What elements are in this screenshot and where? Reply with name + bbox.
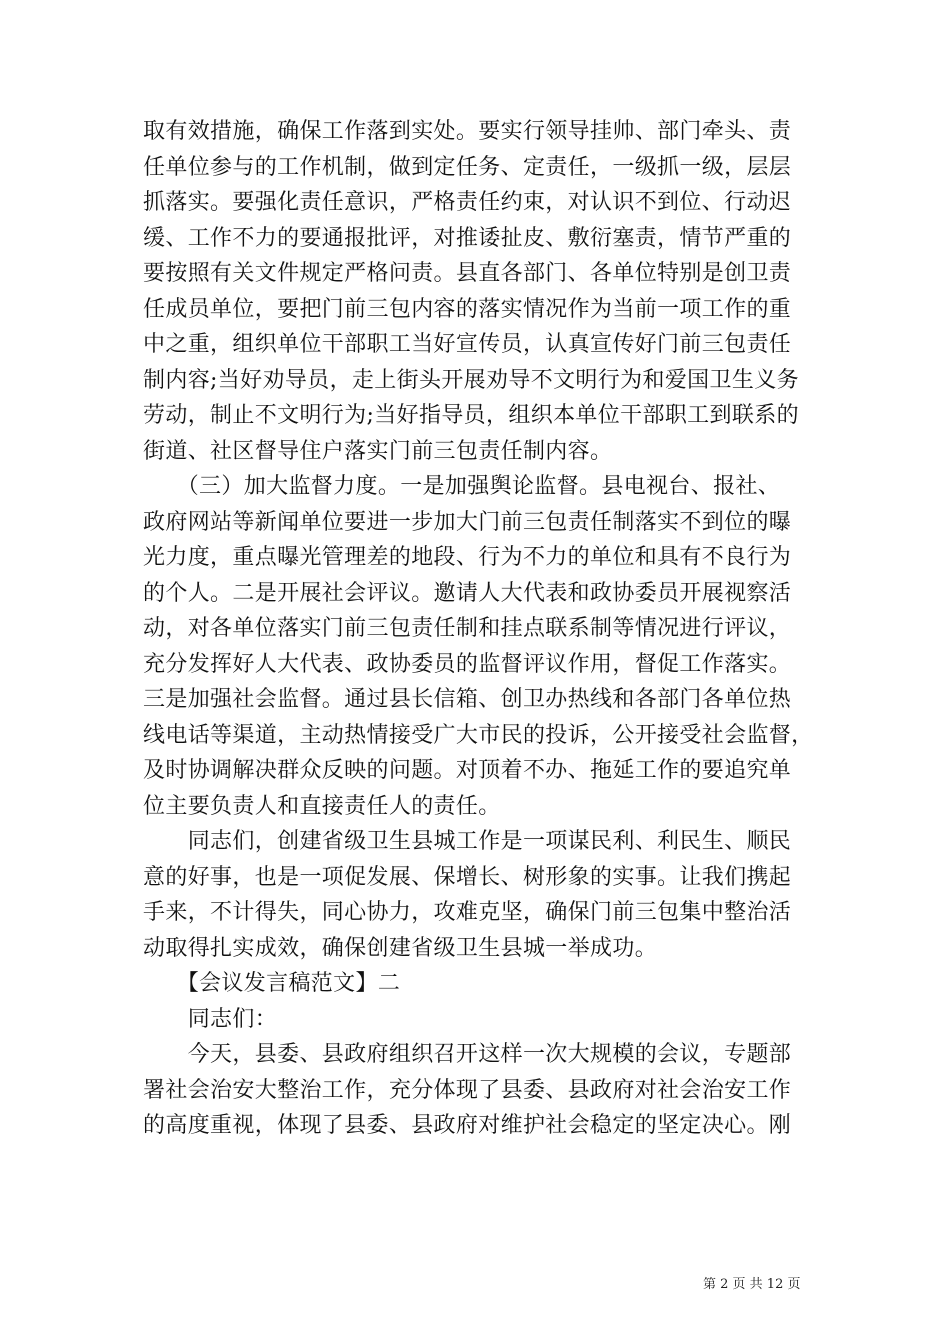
- text-line: 抓落实。要强化责任意识，严格责任约束，对认识不到位、行动迟: [143, 190, 792, 215]
- text-line: 制内容;当好劝导员，走上街头开展劝导不文明行为和爱国卫生义务: [143, 367, 799, 393]
- section-heading: 【会议发言稿范文】二: [143, 971, 401, 996]
- salutation: 同志们：: [143, 1006, 278, 1032]
- text-line: 今天，县委、县政府组织召开这样一次大规模的会议，专题部: [143, 1042, 792, 1067]
- text-line: （三）加大监督力度。一是加强舆论监督。县电视台、报社、: [143, 474, 781, 499]
- text-line: 缓、工作不力的要通报批评，对推诿扯皮、敷衍塞责，情节严重的: [143, 225, 792, 251]
- text-line: 三是加强社会监督。通过县长信箱、创卫办热线和各部门各单位热: [143, 687, 792, 712]
- text-line: 取有效措施，确保工作落到实处。要实行领导挂帅、部门牵头、责: [143, 119, 792, 144]
- text-line: 要按照有关文件规定严格问责。县直各部门、各单位特别是创卫责: [143, 261, 792, 286]
- text-line: 的个人。二是开展社会评议。邀请人大代表和政协委员开展视察活: [143, 580, 792, 606]
- page-number: 第 2 页 共 12 页: [703, 1277, 801, 1292]
- text-line: 动取得扎实成效，确保创建省级卫生县城一举成功。: [143, 935, 658, 961]
- text-line: 位主要负责人和直接责任人的责任。: [143, 793, 501, 819]
- text-line: 任单位参与的工作机制，做到定任务、定责任，一级抓一级，层层: [143, 154, 792, 180]
- text-line: 同志们，创建省级卫生县城工作是一项谋民利、利民生、顺民: [143, 829, 792, 854]
- text-line: 线电话等渠道，主动热情接受广大市民的投诉，公开接受社会监督，: [143, 722, 814, 748]
- text-line: 意的好事，也是一项促发展、保增长、树形象的实事。让我们携起: [143, 864, 792, 890]
- text-line: 劳动，制止不文明行为;当好指导员，组织本单位干部职工到联系的: [143, 403, 799, 428]
- text-line: 充分发挥好人大代表、政协委员的监督评议作用，督促工作落实。: [143, 651, 792, 677]
- text-line: 中之重，组织单位干部职工当好宣传员，认真宣传好门前三包责任: [143, 332, 792, 357]
- text-line: 手来，不计得失，同心协力，攻难克坚，确保门前三包集中整治活: [143, 900, 792, 925]
- text-line: 光力度，重点曝光管理差的地段、行为不力的单位和具有不良行为: [143, 545, 792, 570]
- text-line: 署社会治安大整治工作，充分体现了县委、县政府对社会治安工作: [143, 1077, 792, 1103]
- text-line: 的高度重视，体现了县委、县政府对维护社会稳定的坚定决心。刚: [143, 1113, 792, 1138]
- text-line: 动，对各单位落实门前三包责任制和挂点联系制等情况进行评议，: [143, 616, 792, 641]
- text-line: 政府网站等新闻单位要进一步加大门前三包责任制落实不到位的曝: [143, 509, 792, 535]
- text-line: 及时协调解决群众反映的问题。对顶着不办、拖延工作的要追究单: [143, 758, 792, 783]
- document-body: [143, 114, 814, 1144]
- text-line: 任成员单位，要把门前三包内容的落实情况作为当前一项工作的重: [143, 296, 792, 322]
- text-line: 街道、社区督导住户落实门前三包责任制内容。: [143, 438, 613, 464]
